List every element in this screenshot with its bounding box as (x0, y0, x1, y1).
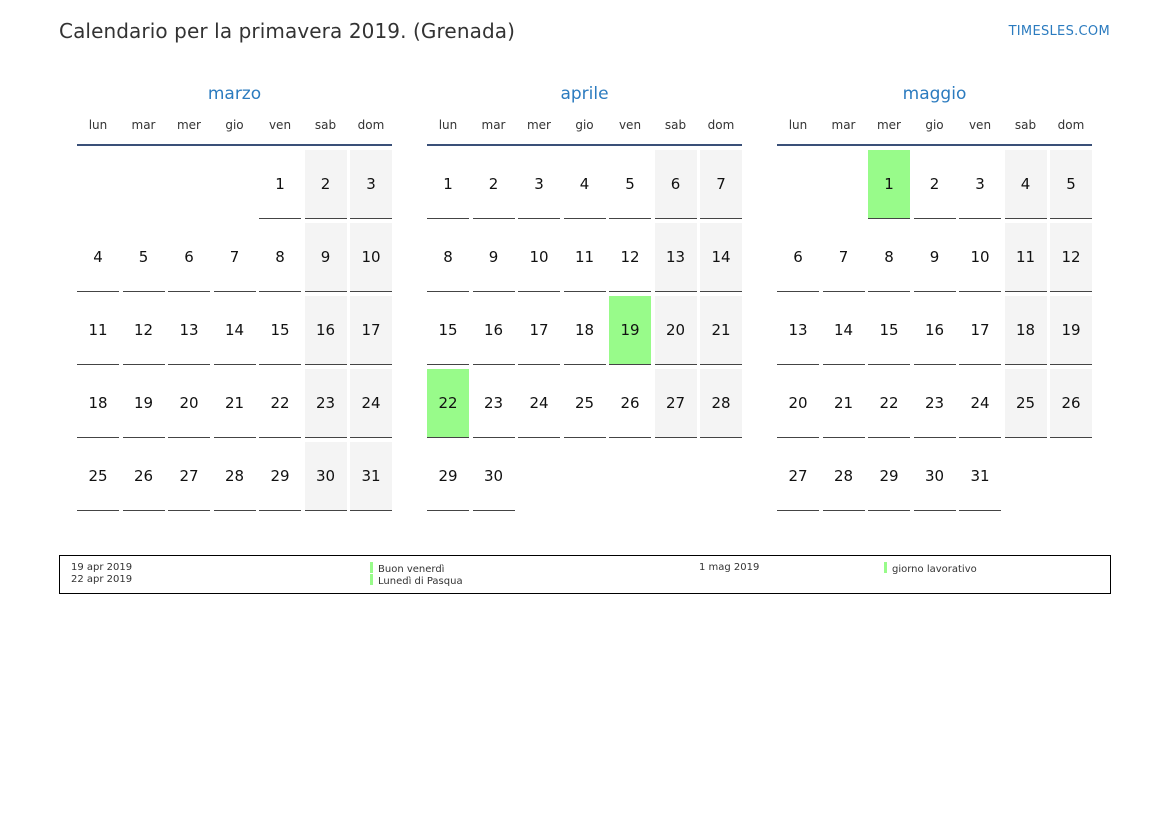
legend-holiday-name: Lunedì di Pasqua (378, 576, 463, 587)
day-cell: 18 (564, 296, 606, 365)
legend-holiday-item (370, 574, 463, 588)
holiday-day-cell: 22 (427, 369, 469, 438)
day-cell: 8 (868, 223, 910, 292)
weekday-label: mer (876, 118, 901, 132)
day-cell: 19 (123, 369, 165, 438)
day-cell: 13 (168, 296, 210, 365)
day-cell: 14 (700, 223, 742, 292)
day-cell: 4 (77, 223, 119, 292)
day-cell: 11 (564, 223, 606, 292)
month-2 (777, 84, 1092, 515)
day-cell: 11 (1005, 223, 1047, 292)
day-cell: 7 (700, 150, 742, 219)
day-cell: 1 (259, 150, 301, 219)
weekday-label: lun (88, 118, 108, 132)
weekday-label: dom (707, 118, 735, 132)
legend-holiday-name: giorno lavorativo (892, 564, 977, 575)
day-cell: 13 (777, 296, 819, 365)
day-cell: 26 (1050, 369, 1092, 438)
day-cell: 12 (609, 223, 651, 292)
weekday-label: dom (1057, 118, 1085, 132)
day-cell: 16 (473, 296, 515, 365)
day-cell: 17 (518, 296, 560, 365)
day-cell: 20 (168, 369, 210, 438)
holiday-color-marker (370, 562, 373, 573)
weekday-label: sab (664, 118, 687, 132)
day-cell: 14 (214, 296, 256, 365)
day-cell: 23 (473, 369, 515, 438)
day-cell: 7 (214, 223, 256, 292)
weekday-label: lun (788, 118, 808, 132)
day-grid (777, 150, 1092, 515)
day-cell: 30 (305, 442, 347, 511)
holiday-day-cell: 19 (609, 296, 651, 365)
day-cell: 27 (777, 442, 819, 511)
day-cell: 21 (700, 296, 742, 365)
day-cell: 14 (823, 296, 865, 365)
day-cell: 11 (77, 296, 119, 365)
month-0 (77, 84, 392, 515)
weekday-label: mer (526, 118, 551, 132)
day-cell: 10 (350, 223, 392, 292)
weekday-label: mar (131, 118, 156, 132)
header-rule (77, 144, 392, 146)
day-cell: 22 (868, 369, 910, 438)
day-cell: 26 (123, 442, 165, 511)
weekday-label: dom (357, 118, 385, 132)
day-cell: 10 (518, 223, 560, 292)
day-cell: 3 (518, 150, 560, 219)
day-cell: 24 (350, 369, 392, 438)
day-cell: 15 (259, 296, 301, 365)
legend-date: 1 mag 2019 (699, 562, 760, 573)
day-cell: 8 (259, 223, 301, 292)
holiday-color-marker (370, 574, 373, 585)
weekday-label: ven (968, 118, 992, 132)
weekday-label: gio (225, 118, 244, 132)
day-cell: 28 (700, 369, 742, 438)
weekday-label: mer (176, 118, 201, 132)
weekday-label: mar (831, 118, 856, 132)
holiday-color-marker (884, 562, 887, 573)
day-grid (77, 150, 392, 515)
month-name: maggio (902, 84, 967, 104)
day-cell: 25 (77, 442, 119, 511)
site-link[interactable]: TIMESLES.COM (1008, 24, 1110, 39)
day-cell: 17 (959, 296, 1001, 365)
day-cell: 30 (473, 442, 515, 511)
holiday-day-cell: 1 (868, 150, 910, 219)
day-cell: 28 (214, 442, 256, 511)
day-cell: 15 (868, 296, 910, 365)
weekday-label: sab (1014, 118, 1037, 132)
day-cell: 8 (427, 223, 469, 292)
header-rule (427, 144, 742, 146)
day-cell: 15 (427, 296, 469, 365)
day-cell: 3 (350, 150, 392, 219)
month-name: aprile (560, 84, 609, 104)
weekday-header (427, 118, 742, 138)
weekday-label: gio (925, 118, 944, 132)
day-cell: 5 (123, 223, 165, 292)
day-cell: 27 (168, 442, 210, 511)
holiday-legend (59, 555, 1111, 594)
day-cell: 1 (427, 150, 469, 219)
day-cell: 27 (655, 369, 697, 438)
weekday-label: ven (618, 118, 642, 132)
day-cell: 12 (1050, 223, 1092, 292)
month-name: marzo (207, 84, 262, 104)
header-rule (777, 144, 1092, 146)
day-cell: 31 (350, 442, 392, 511)
weekday-header (777, 118, 1092, 138)
day-cell: 9 (305, 223, 347, 292)
day-cell: 20 (655, 296, 697, 365)
day-cell: 25 (1005, 369, 1047, 438)
weekday-header (77, 118, 392, 138)
day-cell: 6 (168, 223, 210, 292)
legend-date: 19 apr 2019 (71, 562, 133, 573)
day-cell: 31 (959, 442, 1001, 511)
day-cell: 5 (609, 150, 651, 219)
day-cell: 19 (1050, 296, 1092, 365)
day-cell: 7 (823, 223, 865, 292)
day-cell: 21 (823, 369, 865, 438)
day-cell: 4 (564, 150, 606, 219)
weekday-label: sab (314, 118, 337, 132)
day-cell: 9 (473, 223, 515, 292)
day-cell: 28 (823, 442, 865, 511)
day-cell: 3 (959, 150, 1001, 219)
day-cell: 23 (305, 369, 347, 438)
day-cell: 24 (518, 369, 560, 438)
day-cell: 18 (1005, 296, 1047, 365)
months-container (77, 84, 1092, 514)
day-cell: 2 (914, 150, 956, 219)
day-cell: 16 (305, 296, 347, 365)
weekday-label: gio (575, 118, 594, 132)
weekday-label: mar (481, 118, 506, 132)
day-cell: 9 (914, 223, 956, 292)
day-cell: 25 (564, 369, 606, 438)
day-cell: 21 (214, 369, 256, 438)
weekday-label: ven (268, 118, 292, 132)
legend-date: 22 apr 2019 (71, 574, 133, 585)
day-grid (427, 150, 742, 515)
day-cell: 18 (77, 369, 119, 438)
day-cell: 2 (473, 150, 515, 219)
weekday-label: lun (438, 118, 458, 132)
day-cell: 26 (609, 369, 651, 438)
day-cell: 22 (259, 369, 301, 438)
day-cell: 13 (655, 223, 697, 292)
day-cell: 20 (777, 369, 819, 438)
month-1 (427, 84, 742, 515)
day-cell: 29 (868, 442, 910, 511)
day-cell: 4 (1005, 150, 1047, 219)
day-cell: 6 (655, 150, 697, 219)
page-title: Calendario per la primavera 2019. (Grenada) (59, 19, 516, 43)
day-cell: 6 (777, 223, 819, 292)
day-cell: 29 (259, 442, 301, 511)
legend-holiday-item (884, 562, 977, 576)
day-cell: 24 (959, 369, 1001, 438)
day-cell: 2 (305, 150, 347, 219)
day-cell: 30 (914, 442, 956, 511)
day-cell: 23 (914, 369, 956, 438)
day-cell: 5 (1050, 150, 1092, 219)
legend-holiday-name: Buon venerdì (378, 564, 445, 575)
day-cell: 29 (427, 442, 469, 511)
day-cell: 10 (959, 223, 1001, 292)
day-cell: 12 (123, 296, 165, 365)
day-cell: 16 (914, 296, 956, 365)
day-cell: 17 (350, 296, 392, 365)
